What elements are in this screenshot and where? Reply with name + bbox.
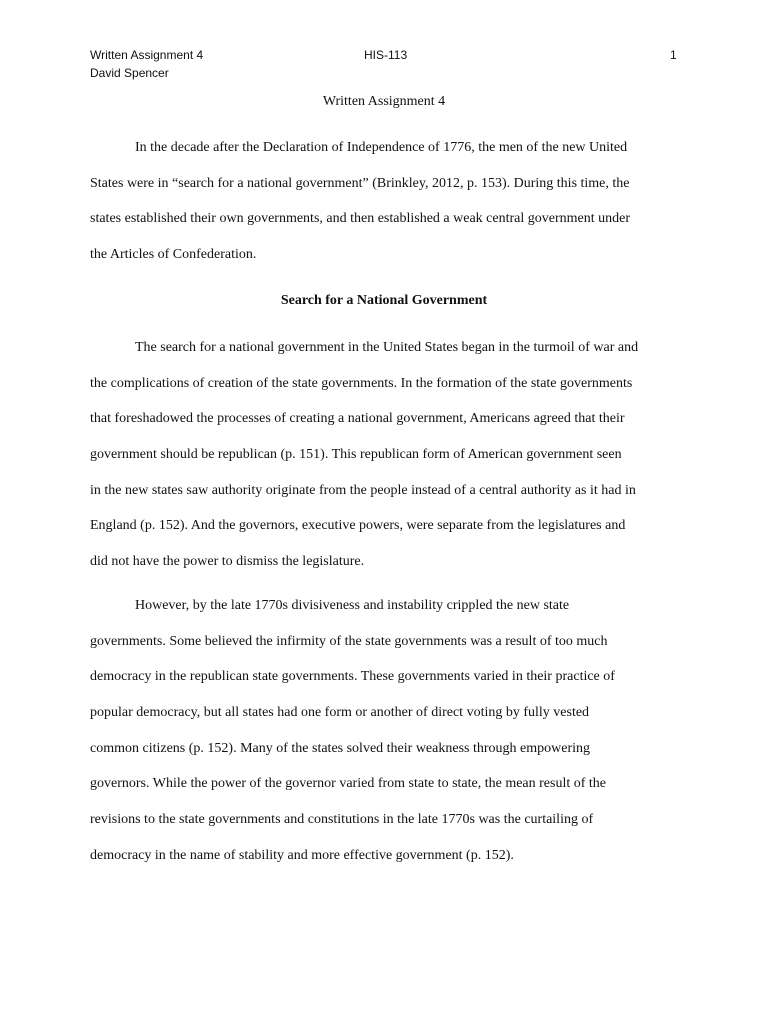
paragraph-line: democracy in the name of stability and more effective government (p. 152). <box>90 847 514 863</box>
paragraph-line: the Articles of Confederation. <box>90 247 257 263</box>
header-course-code: HIS-113 <box>364 48 408 62</box>
paragraph-line: common citizens (p. 152). Many of the states solved their weakness through empowering <box>90 740 590 756</box>
section-heading: Search for a National Government <box>280 293 488 308</box>
paragraph-line: states established their own governments, and then established a weak central government under <box>90 211 630 227</box>
paragraph-line: revisions to the state governments and constitutions in the late 1770s was the curtailing of <box>90 812 594 828</box>
document-title: Written Assignment 4 <box>322 94 446 109</box>
paragraph-line: in the new states saw authority originate from the people instead of a central authority as it had in <box>90 482 636 498</box>
paragraph-line: the complications of creation of the state governments. In the formation of the state governments <box>90 375 633 391</box>
header-author-name: David Spencer <box>90 66 169 80</box>
paragraph-line: government should be republican (p. 151). This republican form of American government seen <box>90 447 622 463</box>
paragraph-line: The search for a national government in the United States began in the turmoil of war and <box>135 340 639 355</box>
paragraph-line: governments. Some believed the infirmity of the state governments was a result of too much <box>90 633 608 649</box>
paragraph-line: that foreshadowed the processes of creating a national government, Americans agreed that their <box>90 411 625 427</box>
paragraph-body-1 <box>90 338 680 588</box>
paragraph-line: democracy in the republican state governments. These governments varied in their practice of <box>90 669 615 685</box>
paragraph-line: popular democracy, but all states had one form or another of direct voting by fully vested <box>90 705 590 721</box>
paragraph-line: did not have the power to dismiss the legislature. <box>90 554 365 570</box>
paragraph-body-2 <box>90 596 680 882</box>
paragraph-line: England (p. 152). And the governors, executive powers, were separate from the legislatures and <box>90 518 626 534</box>
paragraph-line: However, by the late 1770s divisiveness and instability crippled the new state <box>135 598 570 613</box>
paragraph-line: States were in “search for a national government” (Brinkley, 2012, p. 153). During this time, the <box>90 175 630 191</box>
header-assignment-title: Written Assignment 4 <box>90 48 204 62</box>
paragraph-introduction <box>90 138 680 281</box>
paragraph-line: governors. While the power of the governor varied from state to state, the mean result of the <box>90 776 607 792</box>
header-page-number: 1 <box>670 48 677 62</box>
paragraph-line: In the decade after the Declaration of Independence of 1776, the men of the new United <box>135 140 628 155</box>
